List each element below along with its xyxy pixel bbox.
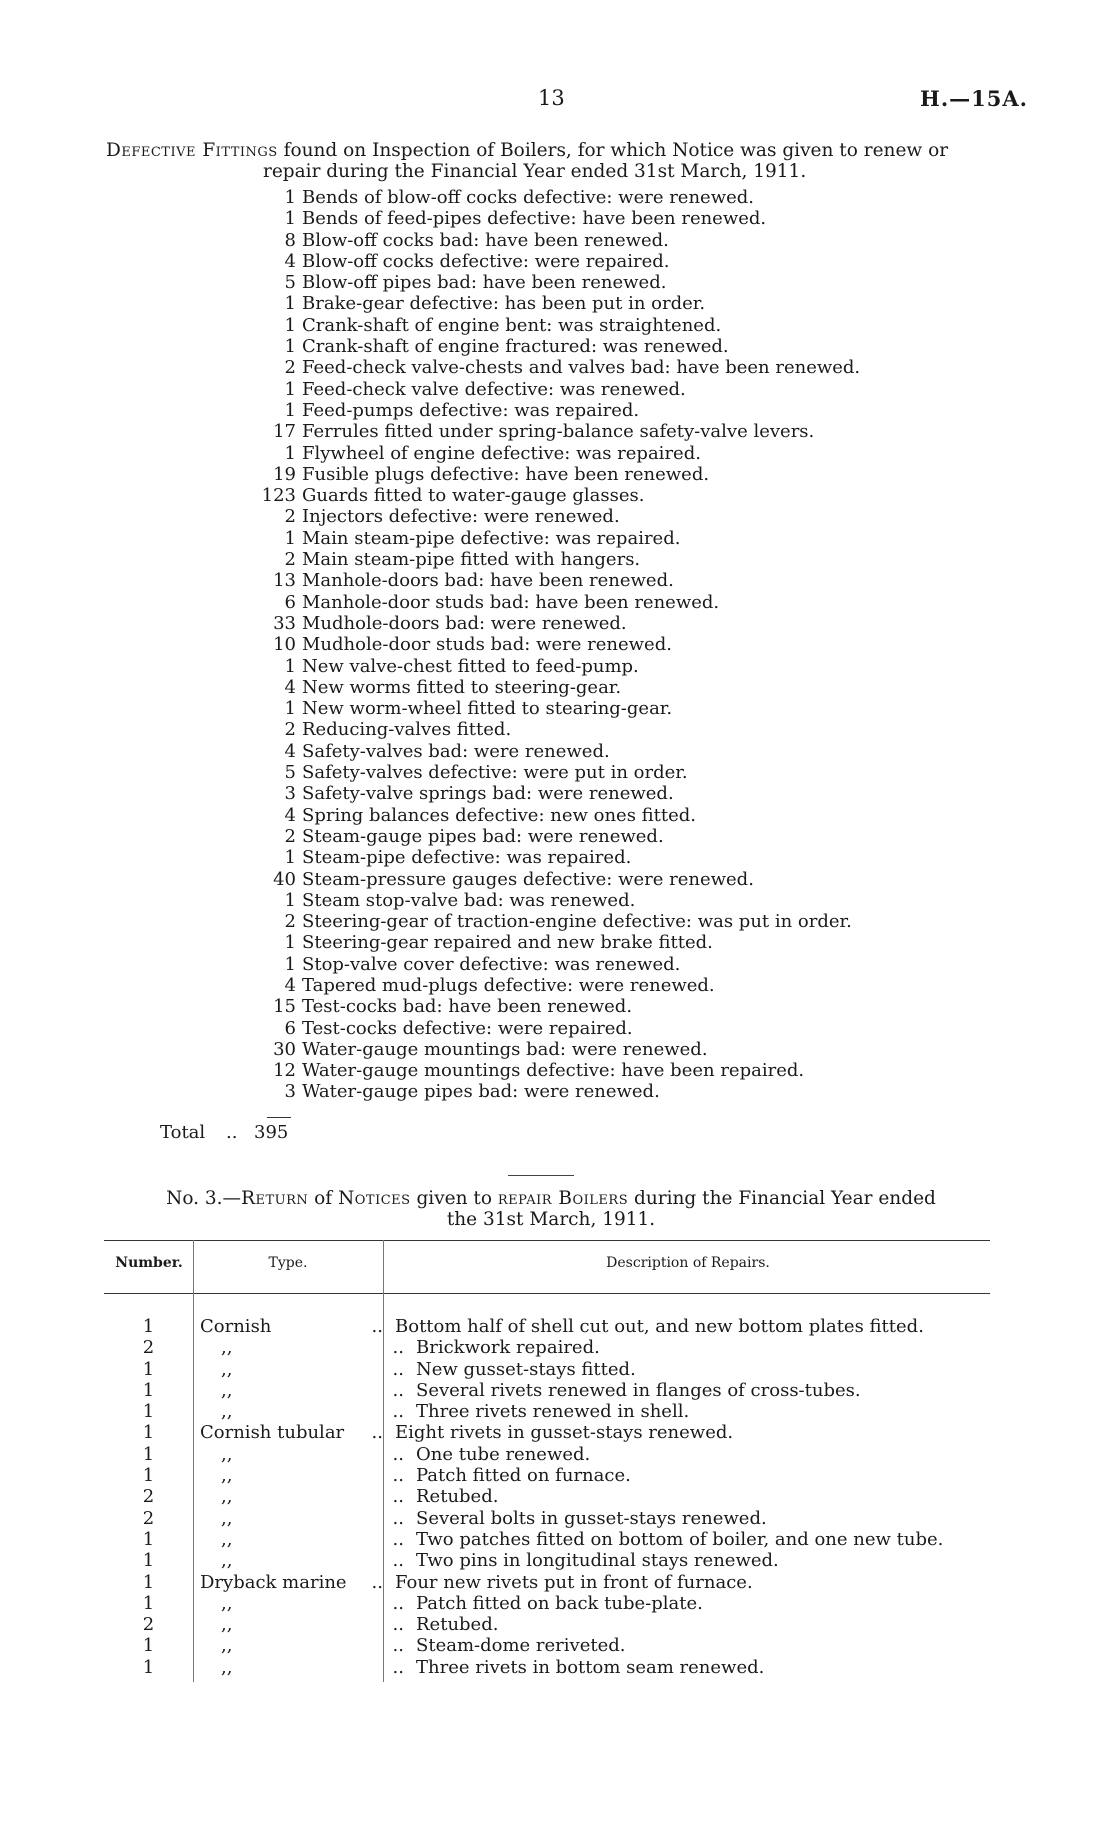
list-item [248,230,968,251]
item-count: 2 [284,506,296,528]
list-item [248,847,968,868]
table-row [104,1316,1004,1337]
return-heading-prefix: No. 3.— [166,1188,242,1209]
list-item [248,826,968,847]
item-description: Stop-valve cover defective: was renewed. [302,953,681,975]
cell-type: ,, [221,1443,233,1465]
item-count: 6 [284,1017,296,1039]
list-item [248,805,968,826]
cell-number: 1 [142,1635,155,1657]
cell-number: 1 [142,1592,155,1614]
column-header-type: Type. [268,1255,308,1271]
cell-number: 2 [142,1507,155,1529]
cell-description: Eight rivets in gusset-stays renewed. [395,1422,734,1444]
item-description: Manhole-door studs bad: have been renewed. [302,591,720,613]
item-count: 1 [284,293,296,315]
item-count: 33 [273,612,296,634]
fittings-heading-rest: found on Inspection of Boilers, for which Notice was given to renew or [283,140,949,161]
list-item [248,954,968,975]
table-row [104,1337,1004,1358]
table-row [104,1550,1004,1571]
item-count: 1 [284,953,296,975]
item-count: 123 [261,485,296,507]
item-count: 1 [284,336,296,358]
return-heading-line2: the 31st March, 1911. [446,1209,656,1230]
cell-number: 1 [142,1465,155,1487]
list-item [248,719,968,740]
list-item [248,911,968,932]
item-description: Reducing-valves fitted. [302,719,512,741]
list-item [248,762,968,783]
item-count: 1 [284,932,296,954]
item-description: Steering-gear of traction-engine defective: was put in order. [302,911,852,933]
item-count: 2 [284,911,296,933]
item-description: Ferrules fitted under spring-balance safety-valve levers. [302,421,815,443]
list-item [248,272,968,293]
document-reference: H.—15A. [920,86,1028,111]
list-item [248,570,968,591]
item-count: 1 [284,698,296,720]
item-count: 1 [284,889,296,911]
cell-description: Patch fitted on back tube-plate. [416,1592,703,1614]
item-count: 10 [273,634,296,656]
cell-number: 1 [142,1401,155,1423]
item-description: Steam stop-valve bad: was renewed. [302,889,636,911]
item-description: Steam-gauge pipes bad: were renewed. [302,825,664,847]
table-row [104,1444,1004,1465]
item-count: 17 [273,421,296,443]
total-rule [267,1117,291,1118]
item-description: Feed-check valve-chests and valves bad: have been renewed. [302,357,861,379]
cell-leader-dots: .. [392,1379,404,1401]
item-count: 1 [284,314,296,336]
cell-description: Three rivets in bottom seam renewed. [416,1656,765,1678]
cell-type: ,, [221,1528,233,1550]
cell-number: 1 [142,1656,155,1678]
item-description: Manhole-doors bad: have been renewed. [302,570,674,592]
total-dots: .. [226,1122,238,1143]
cell-description: Three rivets renewed in shell. [416,1401,690,1423]
cell-leader-dots: .. [392,1656,404,1678]
cell-type: ,, [221,1337,233,1359]
list-item [248,783,968,804]
cell-type: ,, [221,1465,233,1487]
table-row [104,1422,1004,1443]
list-item [248,975,968,996]
cell-type: ,, [221,1592,233,1614]
item-description: Feed-pumps defective: was repaired. [302,399,640,421]
cell-description: Several bolts in gusset-stays renewed. [416,1507,767,1529]
return-heading-caps2: Notices [338,1188,411,1209]
item-description: Blow-off cocks defective: were repaired. [302,250,670,272]
table-header-rule [104,1293,990,1294]
cell-type: ,, [221,1379,233,1401]
cell-type: Dryback marine [200,1571,347,1593]
list-item [248,293,968,314]
item-description: Test-cocks bad: have been renewed. [302,996,633,1018]
list-item [248,464,968,485]
item-description: Main steam-pipe fitted with hangers. [302,549,641,571]
cell-description: Retubed. [416,1614,499,1636]
item-count: 1 [284,399,296,421]
cell-leader-dots: .. [371,1571,383,1593]
item-description: Steering-gear repaired and new brake fitted. [302,932,713,954]
item-description: Tapered mud-plugs defective: were renewed. [302,974,715,996]
cell-leader-dots: .. [392,1614,404,1636]
item-count: 5 [284,762,296,784]
item-description: New valve-chest fitted to feed-pump. [302,655,639,677]
page-number: 13 [538,86,565,110]
cell-description: Two pins in longitudinal stays renewed. [416,1550,779,1572]
list-item [248,741,968,762]
item-description: Fusible plugs defective: have been renewed. [302,463,710,485]
item-description: Guards fitted to water-gauge glasses. [302,485,645,507]
cell-leader-dots: .. [371,1316,383,1337]
cell-number: 1 [142,1422,155,1444]
return-heading-mid: given to [416,1188,492,1209]
fittings-heading-line2: repair during the Financial Year ended 31st March, 1911. [263,161,807,182]
list-item [248,890,968,911]
item-count: 3 [284,783,296,805]
cell-type: ,, [221,1401,233,1423]
cell-leader-dots: .. [392,1507,404,1529]
item-count: 4 [284,740,296,762]
total-value: 395 [254,1122,289,1143]
item-count: 2 [284,825,296,847]
cell-description: Retubed. [416,1486,499,1508]
cell-leader-dots: .. [392,1443,404,1465]
item-count: 1 [284,208,296,230]
cell-leader-dots: .. [371,1422,383,1444]
item-description: Blow-off cocks bad: have been renewed. [302,229,669,251]
item-description: Main steam-pipe defective: was repaired. [302,527,681,549]
cell-number: 1 [142,1379,155,1401]
list-item [248,1018,968,1039]
item-description: Safety-valve springs bad: were renewed. [302,783,674,805]
return-heading [136,1188,966,1230]
cell-leader-dots: .. [392,1592,404,1614]
item-description: Steam-pressure gauges defective: were renewed. [302,868,754,890]
cell-leader-dots: .. [392,1528,404,1550]
list-item [248,932,968,953]
item-count: 1 [284,847,296,869]
table-row [104,1359,1004,1380]
item-description: New worms fitted to steering-gear. [302,676,622,698]
item-count: 3 [284,1081,296,1103]
cell-description: Steam-dome reriveted. [416,1635,626,1657]
item-description: Safety-valves bad: were renewed. [302,740,610,762]
list-item [248,443,968,464]
item-count: 2 [284,719,296,741]
list-item [248,336,968,357]
list-item [248,1039,968,1060]
list-item [248,996,968,1017]
item-count: 15 [273,996,296,1018]
item-count: 13 [273,570,296,592]
item-description: New worm-wheel fitted to stearing-gear. [302,698,673,720]
cell-leader-dots: .. [392,1337,404,1359]
cell-description: Bottom half of shell cut out, and new bottom plates fitted. [395,1316,924,1337]
cell-number: 1 [142,1316,155,1337]
item-count: 1 [284,187,296,208]
item-description: Test-cocks defective: were repaired. [302,1017,633,1039]
fittings-list [248,187,968,1103]
table-row [104,1465,1004,1486]
table-row [104,1529,1004,1550]
cell-description: Two patches fitted on bottom of boiler, and one new tube. [416,1528,944,1550]
item-description: Steam-pipe defective: was repaired. [302,847,632,869]
item-count: 1 [284,527,296,549]
list-item [248,549,968,570]
item-count: 4 [284,804,296,826]
cell-description: Four new rivets put in front of furnace. [395,1571,753,1593]
cell-number: 1 [142,1443,155,1465]
cell-type: ,, [221,1486,233,1508]
item-description: Blow-off pipes bad: have been renewed. [302,272,667,294]
item-count: 8 [284,229,296,251]
table-row [104,1486,1004,1507]
return-heading-of: of [314,1188,333,1209]
item-count: 1 [284,442,296,464]
cell-number: 1 [142,1358,155,1380]
item-description: Safety-valves defective: were put in order. [302,762,688,784]
section-divider [508,1175,574,1176]
cell-description: One tube renewed. [416,1443,591,1465]
cell-number: 1 [142,1550,155,1572]
item-count: 2 [284,357,296,379]
cell-type: ,, [221,1507,233,1529]
item-count: 40 [273,868,296,890]
column-header-number: Number. [115,1255,183,1271]
return-heading-caps1: Return [241,1188,309,1209]
cell-type: ,, [221,1550,233,1572]
cell-leader-dots: .. [392,1486,404,1508]
list-item [248,251,968,272]
item-count: 5 [284,272,296,294]
list-item [248,506,968,527]
column-header-description: Description of Repairs. [606,1255,770,1271]
fittings-heading [106,140,986,182]
list-item [248,379,968,400]
repairs-table-body [104,1316,1004,1678]
item-description: Water-gauge pipes bad: were renewed. [302,1081,660,1103]
list-item [248,869,968,890]
item-count: 1 [284,378,296,400]
cell-leader-dots: .. [392,1550,404,1572]
item-description: Mudhole-door studs bad: were renewed. [302,634,672,656]
item-count: 1 [284,655,296,677]
table-row [104,1380,1004,1401]
cell-type: ,, [221,1635,233,1657]
cell-leader-dots: .. [392,1635,404,1657]
cell-number: 1 [142,1571,155,1593]
item-description: Flywheel of engine defective: was repaired. [302,442,701,464]
cell-description: Brickwork repaired. [416,1337,600,1359]
item-count: 4 [284,250,296,272]
list-item [248,634,968,655]
list-item [248,1060,968,1081]
item-description: Mudhole-doors bad: were renewed. [302,612,627,634]
list-item [248,357,968,378]
cell-leader-dots: .. [392,1465,404,1487]
item-count: 12 [273,1060,296,1082]
table-row [104,1657,1004,1678]
cell-number: 2 [142,1337,155,1359]
list-item [248,677,968,698]
cell-leader-dots: .. [392,1358,404,1380]
cell-type: ,, [221,1656,233,1678]
item-description: Spring balances defective: new ones fitted. [302,804,697,826]
cell-type: Cornish tubular [200,1422,345,1444]
table-row [104,1593,1004,1614]
list-item [248,1081,968,1102]
list-item [248,400,968,421]
item-description: Water-gauge mountings bad: were renewed. [302,1038,708,1060]
item-description: Injectors defective: were renewed. [302,506,620,528]
cell-type: ,, [221,1614,233,1636]
cell-type: Cornish [200,1316,272,1337]
list-item [248,592,968,613]
table-row [104,1635,1004,1656]
item-description: Crank-shaft of engine fractured: was renewed. [302,336,729,358]
item-count: 30 [273,1038,296,1060]
cell-type: ,, [221,1358,233,1380]
table-row [104,1614,1004,1635]
list-item [248,485,968,506]
fittings-heading-caps: Defective Fittings [106,140,278,161]
item-description: Water-gauge mountings defective: have been repaired. [302,1060,805,1082]
table-top-rule [104,1240,990,1241]
item-description: Bends of blow-off cocks defective: were renewed. [302,187,755,208]
list-item [248,698,968,719]
cell-number: 2 [142,1614,155,1636]
item-count: 4 [284,974,296,996]
table-row [104,1508,1004,1529]
return-heading-rest: during the Financial Year ended [634,1188,936,1209]
item-description: Feed-check valve defective: was renewed. [302,378,686,400]
cell-description: Patch fitted on furnace. [416,1465,631,1487]
list-item [248,656,968,677]
list-item [248,187,968,208]
cell-number: 1 [142,1528,155,1550]
list-item [248,421,968,442]
item-count: 6 [284,591,296,613]
table-row [104,1572,1004,1593]
cell-number: 2 [142,1486,155,1508]
list-item [248,315,968,336]
list-item [248,613,968,634]
item-description: Crank-shaft of engine bent: was straightened. [302,314,722,336]
return-heading-caps3: repair Boilers [497,1188,629,1209]
list-item [248,208,968,229]
item-description: Bends of feed-pipes defective: have been renewed. [302,208,767,230]
list-item [248,528,968,549]
cell-description: New gusset-stays fitted. [416,1358,636,1380]
cell-leader-dots: .. [392,1401,404,1423]
cell-description: Several rivets renewed in flanges of cross-tubes. [416,1379,861,1401]
item-count: 19 [273,463,296,485]
item-description: Brake-gear defective: has been put in order. [302,293,706,315]
item-count: 4 [284,676,296,698]
table-row [104,1401,1004,1422]
total-label: Total [160,1122,206,1143]
item-count: 2 [284,549,296,571]
